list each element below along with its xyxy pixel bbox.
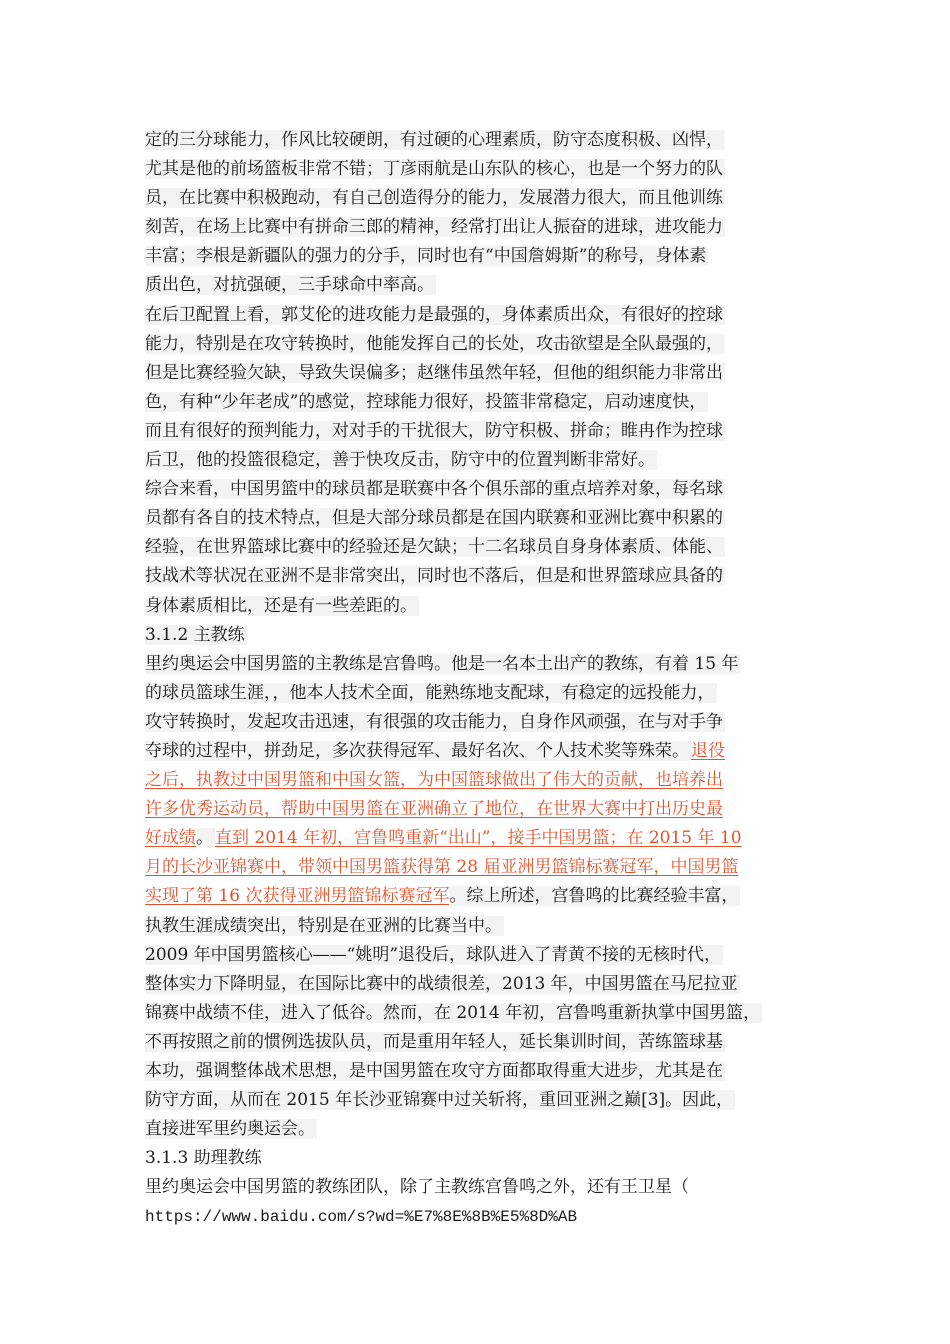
body-text: 的球员篮球生涯，，他本人技术全面，能熟练地支配球，有稳定的远投能力， bbox=[145, 682, 715, 703]
text-line bbox=[145, 1086, 810, 1115]
highlighted-quote-text: 实现了第 16 次获得亚洲男篮锦标赛冠军 bbox=[145, 886, 450, 907]
text-line bbox=[145, 970, 810, 999]
document-page bbox=[145, 126, 810, 1232]
text-line bbox=[145, 1173, 810, 1202]
body-text: 技战术等状况在亚洲不是非常突出，同时也不落后，但是和世界篮球应具备的 bbox=[145, 566, 723, 587]
body-text: 经验，在世界篮球比赛中的经验还是欠缺；十二名球员自身身体素质、体能、 bbox=[145, 537, 723, 558]
text-line bbox=[145, 475, 810, 504]
body-text: 夺球的过程中，拼劲足，多次获得冠军、最好名次、个人技术奖等殊荣。 bbox=[145, 740, 689, 761]
text-line bbox=[145, 621, 810, 650]
text-line bbox=[145, 853, 810, 882]
body-text: 防守方面，从而在 2015 年长沙亚锦赛中过关斩将，重回亚洲之巅[3]。因此， bbox=[145, 1090, 734, 1111]
body-text: 员都有各自的技术特点，但是大部分球员都是在国内联赛和亚洲比赛中积累的 bbox=[145, 508, 723, 529]
body-text: 能力，特别是在攻守转换时，他能发挥自己的长处，攻击欲望是全队最强的， bbox=[145, 333, 723, 354]
text-line bbox=[145, 155, 810, 184]
text-line bbox=[145, 795, 810, 824]
body-text: 里约奥运会中国男篮的教练团队，除了主教练宫鲁鸣之外，还有王卫星（ bbox=[145, 1177, 689, 1198]
body-text: 2009 年中国男篮核心——“姚明”退役后，球队进入了青黄不接的无核时代， bbox=[145, 944, 722, 965]
body-text: 。综上所述，宫鲁鸣的比赛经验丰富， bbox=[449, 886, 739, 907]
body-text: 刻苦，在场上比赛中有拼命三郎的精神，经常打出让人振奋的进球，进攻能力 bbox=[145, 217, 723, 238]
highlighted-quote-text: 好成绩 bbox=[145, 828, 196, 849]
body-text: 3.1.3 助理教练 bbox=[145, 1148, 262, 1169]
body-text: 攻守转换时，发起攻击迅速，有很强的攻击能力，自身作风顽强，在与对手争 bbox=[145, 711, 723, 732]
body-text: 本功，强调整体战术思想，是中国男篮在攻守方面都取得重大进步，尤其是在 bbox=[145, 1061, 723, 1081]
body-text: 执教生涯成绩突出，特别是在亚洲的比赛当中。 bbox=[145, 915, 502, 936]
text-line bbox=[145, 766, 810, 795]
body-text: 3.1.2 主教练 bbox=[145, 624, 245, 645]
body-text: 不再按照之前的惯例选拔队员，而是重用年轻人，延长集训时间，苦练篮球基 bbox=[145, 1031, 723, 1052]
body-text: 身体素质相比，还是有一些差距的。 bbox=[145, 595, 417, 616]
highlighted-quote-text: 之后，执教过中国男篮和中国女篮，为中国篮球做出了伟大的贡献，也培养出 bbox=[145, 770, 723, 791]
body-text: 后卫，他的投篮很稳定，善于快攻反击，防守中的位置判断非常好。 bbox=[145, 450, 655, 471]
body-text: 定的三分球能力，作风比较硬朗，有过硬的心理素质，防守态度积极、凶悍， bbox=[145, 130, 723, 150]
text-line bbox=[145, 1057, 810, 1086]
text-line bbox=[145, 824, 810, 853]
text-line bbox=[145, 912, 810, 941]
text-line bbox=[145, 1202, 810, 1231]
text-line bbox=[145, 446, 810, 475]
text-line bbox=[145, 330, 810, 359]
body-text: 丰富；李根是新疆队的强力的分手，同时也有“中国詹姆斯”的称号，身体素 bbox=[145, 246, 707, 267]
text-line bbox=[145, 242, 810, 271]
body-text: 锦赛中战绩不佳，进入了低谷。然而，在 2014 年初，宫鲁鸣重新执掌中国男篮， bbox=[145, 1002, 761, 1023]
text-line bbox=[145, 708, 810, 737]
body-text: 而且有很好的预判能力，对对手的干扰很大，防守积极、拼命；睢冉作为控球 bbox=[145, 420, 723, 441]
text-line bbox=[145, 388, 810, 417]
text-line bbox=[145, 126, 810, 155]
text-line bbox=[145, 184, 810, 213]
text-line bbox=[145, 679, 810, 708]
body-text: 色，有种“少年老成”的感觉，控球能力很好，投篮非常稳定，启动速度快， bbox=[145, 391, 707, 412]
body-text: 员，在比赛中积极跑动，有自己创造得分的能力，发展潜力很大，而且他训练 bbox=[145, 188, 723, 209]
highlighted-quote-text: 直到 2014 年初，宫鲁鸣重新“出山”，接手中国男篮；在 2015 年 10 bbox=[215, 828, 742, 849]
text-line bbox=[145, 650, 810, 679]
body-text: 在后卫配置上看，郭艾伦的进攻能力是最强的，身体素质出众，有很好的控球 bbox=[145, 304, 723, 325]
body-text: 综合来看，中国男篮中的球员都是联赛中各个俱乐部的重点培养对象，每名球 bbox=[145, 479, 723, 500]
text-line bbox=[145, 737, 810, 766]
text-line bbox=[145, 999, 810, 1028]
text-line bbox=[145, 1115, 810, 1144]
text-line bbox=[145, 533, 810, 562]
url-text: https://www.baidu.com/s?wd=%E7%8E%8B%E5%8D%AB bbox=[145, 1208, 578, 1227]
body-text: 质出色，对抗强硬，三手球命中率高。 bbox=[145, 275, 434, 296]
text-line bbox=[145, 1144, 810, 1173]
text-line bbox=[145, 504, 810, 533]
text-line bbox=[145, 1028, 810, 1057]
text-line bbox=[145, 941, 810, 970]
text-line bbox=[145, 271, 810, 300]
body-text: 直接进军里约奥运会。 bbox=[145, 1119, 315, 1140]
text-line bbox=[145, 592, 810, 621]
text-line bbox=[145, 882, 810, 911]
highlighted-quote-text: 退役 bbox=[691, 740, 725, 761]
body-text: 整体实力下降明显，在国际比赛中的战绩很差，2013 年，中国男篮在马尼拉亚 bbox=[145, 973, 738, 994]
text-line bbox=[145, 301, 810, 330]
body-text: 但是比赛经验欠缺，导致失误偏多；赵继伟虽然年轻，但他的组织能力非常出 bbox=[145, 362, 723, 383]
text-line bbox=[145, 359, 810, 388]
text-line bbox=[145, 562, 810, 591]
highlighted-quote-text: 许多优秀运动员，帮助中国男篮在亚洲确立了地位，在世界大赛中打出历史最 bbox=[145, 799, 723, 820]
body-text: 里约奥运会中国男篮的主教练是宫鲁鸣。他是一名本土出产的教练，有着 15 年 bbox=[145, 653, 739, 674]
body-text: 。 bbox=[196, 828, 213, 849]
text-line bbox=[145, 213, 810, 242]
body-text: 尤其是他的前场篮板非常不错；丁彦雨航是山东队的核心，也是一个努力的队 bbox=[145, 159, 723, 180]
text-line bbox=[145, 417, 810, 446]
highlighted-quote-text: 月的长沙亚锦赛中，带领中国男篮获得第 28 届亚洲男篮锦标赛冠军，中国男篮 bbox=[145, 857, 739, 878]
